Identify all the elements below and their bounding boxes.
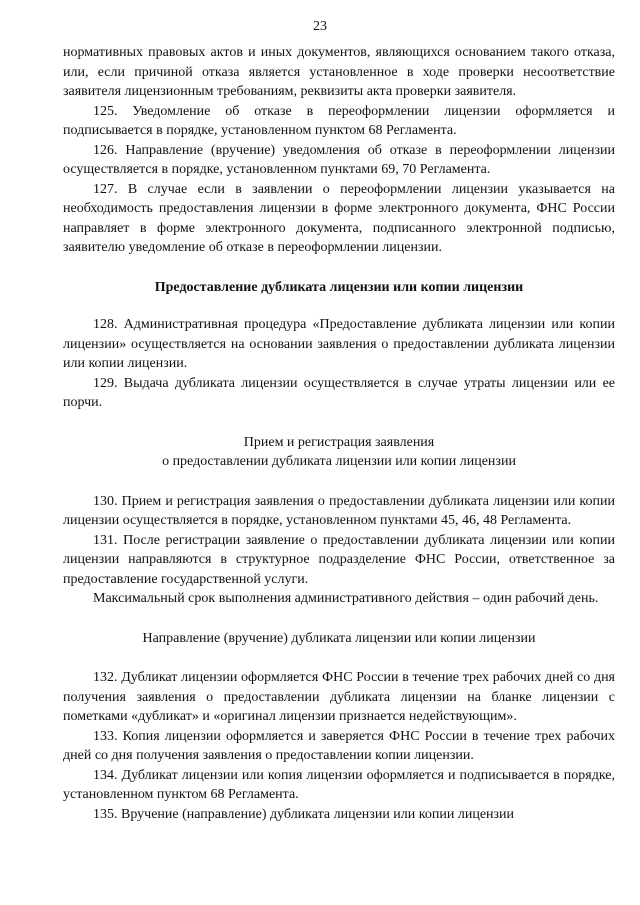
paragraph-max-term: Максимальный срок выполнения административного действия – один рабочий день.	[93, 591, 599, 606]
paragraph-126: 126. Направление (вручение) уведомления об отказе в переоформлении лицензии осуществляется в порядке, установленном пунктами 69, 70 Регламента.	[63, 142, 615, 177]
paragraph-132: 132. Дубликат лицензии оформляется ФНС России в течение трех рабочих дней со дня получения заявления о предоставлении дубликата лицензии на бланке лицензии с пометками «дубликат» и «оригинал лицензии признается недействующим».	[63, 670, 615, 724]
paragraph-127: 127. В случае если в заявлении о переоформлении лицензии указывается на необходимость предоставления лицензии в форме электронного документа, ФНС России направляет в форме электронного документа, подписанного электронной подписью, заявителю уведомление об отказе в переоформлении лицензии.	[63, 181, 615, 255]
subsection-heading-delivery: Направление (вручение) дубликата лицензии или копии лицензии	[142, 630, 536, 646]
paragraph-135: 135. Вручение (направление) дубликата лицензии или копии лицензии	[93, 806, 515, 822]
paragraph-131: 131. После регистрации заявление о предоставлении дубликата лицензии или копии лицензии направляются в структурное подразделение ФНС России, ответственное за предоставление государственной услуги.	[63, 532, 615, 587]
section-heading: Предоставление дубликата лицензии или копии лицензии	[154, 279, 524, 295]
page-number: 23	[313, 19, 327, 34]
subsection-heading-line-1: Прием и регистрация заявления	[243, 434, 435, 450]
paragraph-130: 130. Прием и регистрация заявления о предоставлении дубликата лицензии или копии лицензии осуществляется в порядке, установленном пунктами 45, 46, 48 Регламента.	[63, 493, 615, 528]
subsection-heading-reception	[63, 433, 615, 472]
paragraph-continuation: нормативных правовых актов и иных документов, являющихся основанием такого отказа, или, если причиной отказа является установленное в ходе проверки несоответствие заявителя лицензионным требованиям, реквизиты акта проверки заявителя.	[63, 45, 615, 99]
subsection-heading-line-2: о предоставлении дубликата лицензии или копии лицензии	[162, 454, 516, 469]
paragraph-134: 134. Дубликат лицензии или копия лицензии оформляется и подписывается в порядке, установленном пунктом 68 Регламента.	[63, 767, 615, 802]
paragraph-133: 133. Копия лицензии оформляется и заверяется ФНС России в течение трех рабочих дней со дня получения заявления о предоставлении копии лицензии.	[63, 728, 615, 763]
paragraph-129: 129. Выдача дубликата лицензии осуществляется в случае утраты лицензии или ее порчи.	[63, 375, 615, 410]
document-body	[63, 43, 615, 824]
paragraph-125: 125. Уведомление об отказе в переоформлении лицензии оформляется и подписывается в порядке, установленном пунктом 68 Регламента.	[63, 103, 615, 138]
paragraph-128: 128. Административная процедура «Предоставление дубликата лицензии или копии лицензии» осуществляется на основании заявления о предоставлении дубликата лицензии или копии лицензии.	[63, 317, 615, 371]
